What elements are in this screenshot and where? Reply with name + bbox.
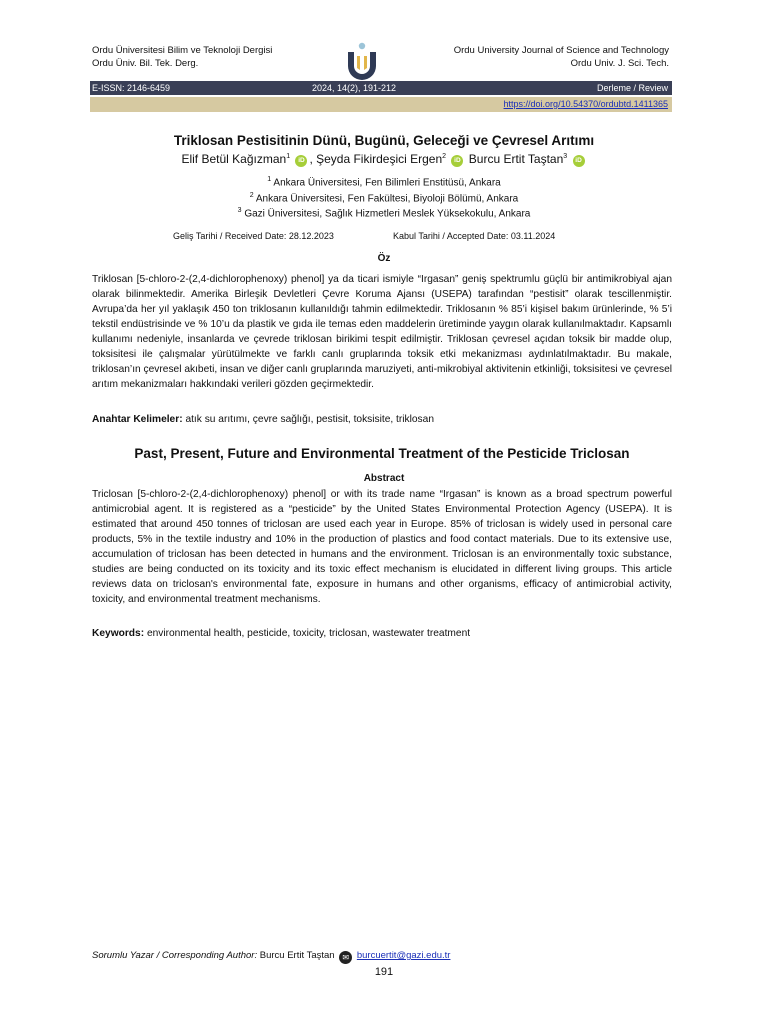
orcid-icon[interactable]: iD bbox=[451, 155, 463, 167]
author-name: Elif Betül Kağızman bbox=[181, 152, 287, 166]
abstract-heading: Abstract bbox=[363, 473, 405, 484]
author-affiliation-number: 2 bbox=[442, 153, 447, 160]
volume-info: 2024, 14(2), 191-212 bbox=[312, 83, 397, 93]
title-turkish: Triklosan Pestisitinin Dünü, Bugünü, Geleceği ve Çevresel Arıtımı bbox=[173, 133, 595, 148]
affiliation-text: Ankara Üniversitesi, Fen Fakültesi, Biyoloji Bölümü, Ankara bbox=[255, 193, 519, 205]
affiliation-number: 2 bbox=[249, 192, 254, 199]
journal-abbrev-tr: Ordu Üniv. Bil. Tek. Derg. bbox=[92, 58, 199, 69]
keywords-english bbox=[92, 628, 672, 639]
keywords-values: atık su arıtımı, çevre sağlığı, pestisit, toksisite, triklosan bbox=[185, 414, 434, 425]
author-name: Burcu Ertit Taştan bbox=[468, 152, 564, 166]
affiliation bbox=[0, 176, 768, 188]
article-type: Derleme / Review bbox=[596, 83, 668, 93]
affiliation-text: Ankara Üniversitesi, Fen Bilimleri Enstitüsü, Ankara bbox=[273, 177, 501, 189]
corresponding-author bbox=[92, 950, 450, 964]
received-date: Geliş Tarihi / Received Date: 28.12.2023 bbox=[173, 231, 334, 241]
author-name: , Şeyda Fikirdeşici Ergen bbox=[309, 152, 443, 166]
affiliation bbox=[0, 207, 768, 219]
orcid-icon[interactable]: iD bbox=[573, 155, 585, 167]
affiliation-text: Gazi Üniversitesi, Sağlık Hizmetleri Meslek Yüksekokulu, Ankara bbox=[244, 208, 531, 220]
keywords-label: Anahtar Kelimeler: bbox=[92, 414, 183, 425]
keywords-turkish bbox=[92, 414, 672, 425]
journal-header-tr bbox=[92, 44, 272, 70]
issn: E-ISSN: 2146-6459 bbox=[92, 83, 171, 93]
oz-heading: Öz bbox=[377, 253, 391, 264]
journal-abbrev-en: Ordu Univ. J. Sci. Tech. bbox=[570, 58, 669, 69]
envelope-icon: ✉ bbox=[339, 951, 352, 964]
email-link[interactable]: burcuertit@gazi.edu.tr bbox=[356, 950, 451, 961]
author-affiliation-number: 3 bbox=[563, 153, 568, 160]
journal-name-en: Ordu University Journal of Science and Technology bbox=[453, 45, 669, 56]
affiliation-number: 1 bbox=[267, 176, 272, 183]
accepted-date: Kabul Tarihi / Accepted Date: 03.11.2024 bbox=[393, 231, 556, 241]
doi-bar bbox=[90, 97, 672, 112]
corresponding-label: Sorumlu Yazar / Corresponding Author: bbox=[92, 950, 258, 961]
page-number: 191 bbox=[374, 966, 394, 978]
journal-header-en bbox=[454, 44, 669, 70]
corresponding-name: Burcu Ertit Taştan bbox=[259, 950, 335, 961]
keywords-values: environmental health, pesticide, toxicity, triclosan, wastewater treatment bbox=[146, 628, 471, 639]
keywords-label: Keywords: bbox=[92, 628, 145, 639]
oz-text: Triklosan [5-chloro-2-(2,4-dichlorophenoxy) phenol] ya da ticari ismiyle “Irgasan” geniş spektrumlu güçlü bir antimikrobiyal ajan olarak bilinmektedir. Amerika Birleşik Devletleri Çevre Koruma Ajansı (USEPA) tarafından “pestisit” olarak tescillenmiştir. Avrupa’da her yıl yaklaşık 450 ton triklosanın kullanıldığı tahmin edilmektedir. Triklosanın % 85’i kişisel bakım ürünlerinde, % 5’i tekstil endüstrisinde ve % 10’u da plastik ve gıda ile temas eden maddelerin üretiminde yaygın olarak kullanılmaktadır. Kapsamlı kullanımı nedeniyle, insanlarda ve çevrede triklosan birikimi tespit edilmiştir. Triklosan çevresel açıdan toksik bir madde olup, toksisitesi ile çalışmalar yürütülmekte ve farklı canlı gruplarında toksik etki mekanizması aydınlatılmaktadır. Bu makale, triklosan’ın çevresel akıbeti, insan ve diğer canlı gruplarında maruziyeti, anti-mikrobiyal aktivitenin etkinliği, toksisitesi ve çevresel arıtım mekanizmaları hakkındaki verileri gözden geçirmektedir. bbox=[92, 274, 672, 390]
journal-name-tr: Ordu Üniversitesi Bilim ve Teknoloji Dergisi bbox=[92, 45, 273, 56]
journal-logo-icon bbox=[345, 42, 379, 80]
affiliation-number: 3 bbox=[237, 207, 242, 214]
affiliation bbox=[0, 192, 768, 204]
author-affiliation-number: 1 bbox=[286, 153, 291, 160]
author-list bbox=[0, 152, 768, 167]
doi-link[interactable]: https://doi.org/10.54370/ordubtd.1411365 bbox=[503, 99, 668, 109]
title-english: Past, Present, Future and Environmental Treatment of the Pesticide Triclosan bbox=[134, 446, 630, 461]
abstract-text: Triclosan [5-chloro-2-(2,4-dichlorophenoxy) phenol] or with its trade name “Irgasan” is known as a broad spectrum powerful antimicrobial agent. It is registered as a “pesticide” by the United States Environmental Protection Agency (USEPA). It is estimated that around 450 tonnes of triclosan are used each year in Europe. 85% of triclosan is widely used in personal care products, 5% in the textile industry and 10% in the production of plastics and food contact materials. Due to its extensive use, accumulation of triclosan has been detected in humans and the environment. Triclosan is an environmentally toxic substance, studies are being conducted on its toxicity and its toxic effect mechanism is elucidated in different living groups. This article reviews data on triclosan's environmental fate, exposure in humans and other organisms, efficacy of antimicrobial activity, toxicity, and environmental treatment mechanisms. bbox=[92, 489, 672, 605]
orcid-icon[interactable]: iD bbox=[295, 155, 307, 167]
issn-bar bbox=[90, 81, 672, 95]
